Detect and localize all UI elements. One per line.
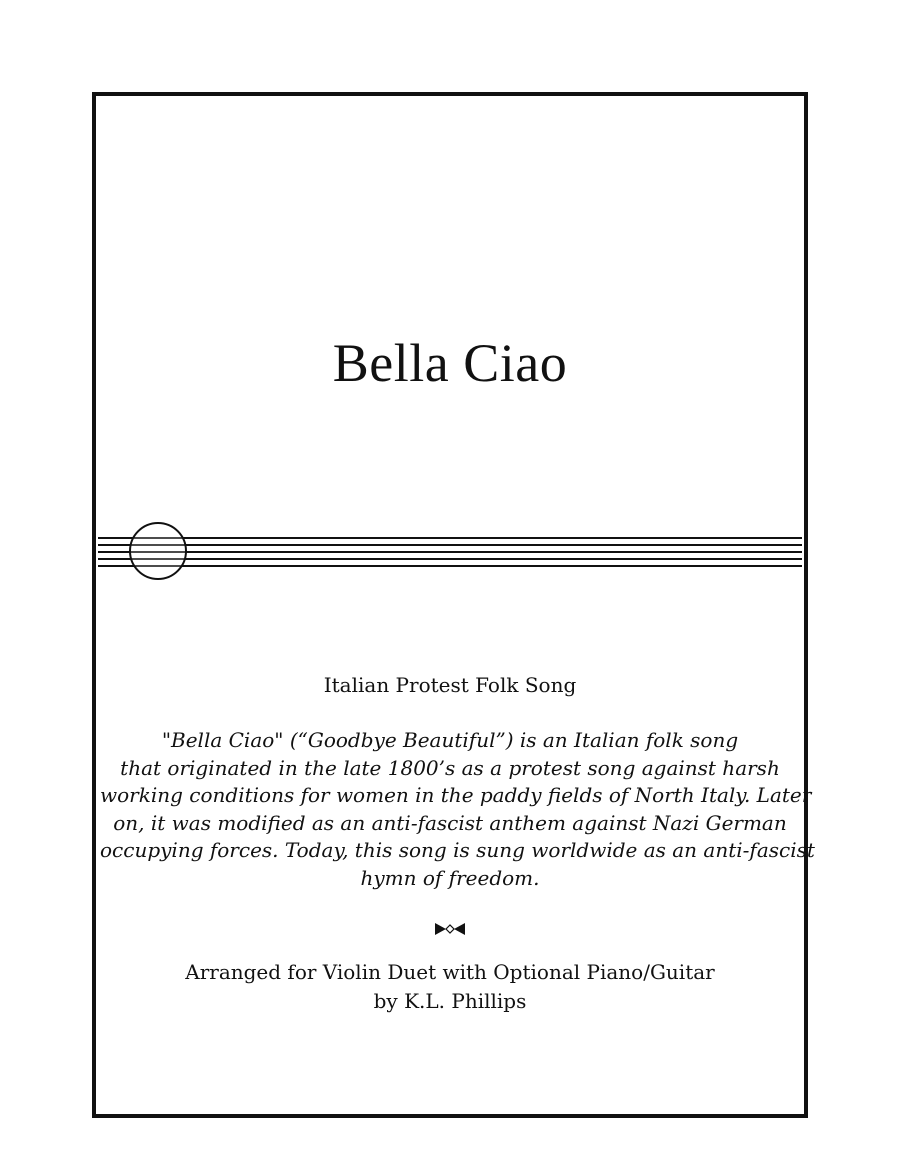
author-credit: by K.L. Phillips [373, 989, 527, 1013]
description-line: "Bella Ciao" (“Goodbye Beautiful”) is an Italian folk song [161, 728, 739, 752]
subtitle: Italian Protest Folk Song [323, 673, 577, 697]
bowtie-ornament-icon [434, 922, 466, 936]
arrangement-text: Arranged for Violin Duet with Optional Piano/Guitar [185, 960, 715, 984]
description-line: working conditions for women in the paddy fields of North Italy. Later [100, 783, 812, 807]
page-title: Bella Ciao [332, 333, 568, 393]
whole-note-circle [130, 523, 186, 579]
description-line: on, it was modified as an anti-fascist anthem against Nazi German [113, 810, 787, 835]
description-line: occupying forces. Today, this song is sung worldwide as an anti-fascist [100, 838, 815, 862]
description-line: that originated in the late 1800’s as a protest song against harsh [120, 755, 780, 780]
arrangement-credits [0, 958, 900, 1016]
music-staff-icon [98, 522, 802, 582]
description-line: hymn of freedom. [360, 865, 540, 890]
description-paragraph [100, 727, 815, 892]
